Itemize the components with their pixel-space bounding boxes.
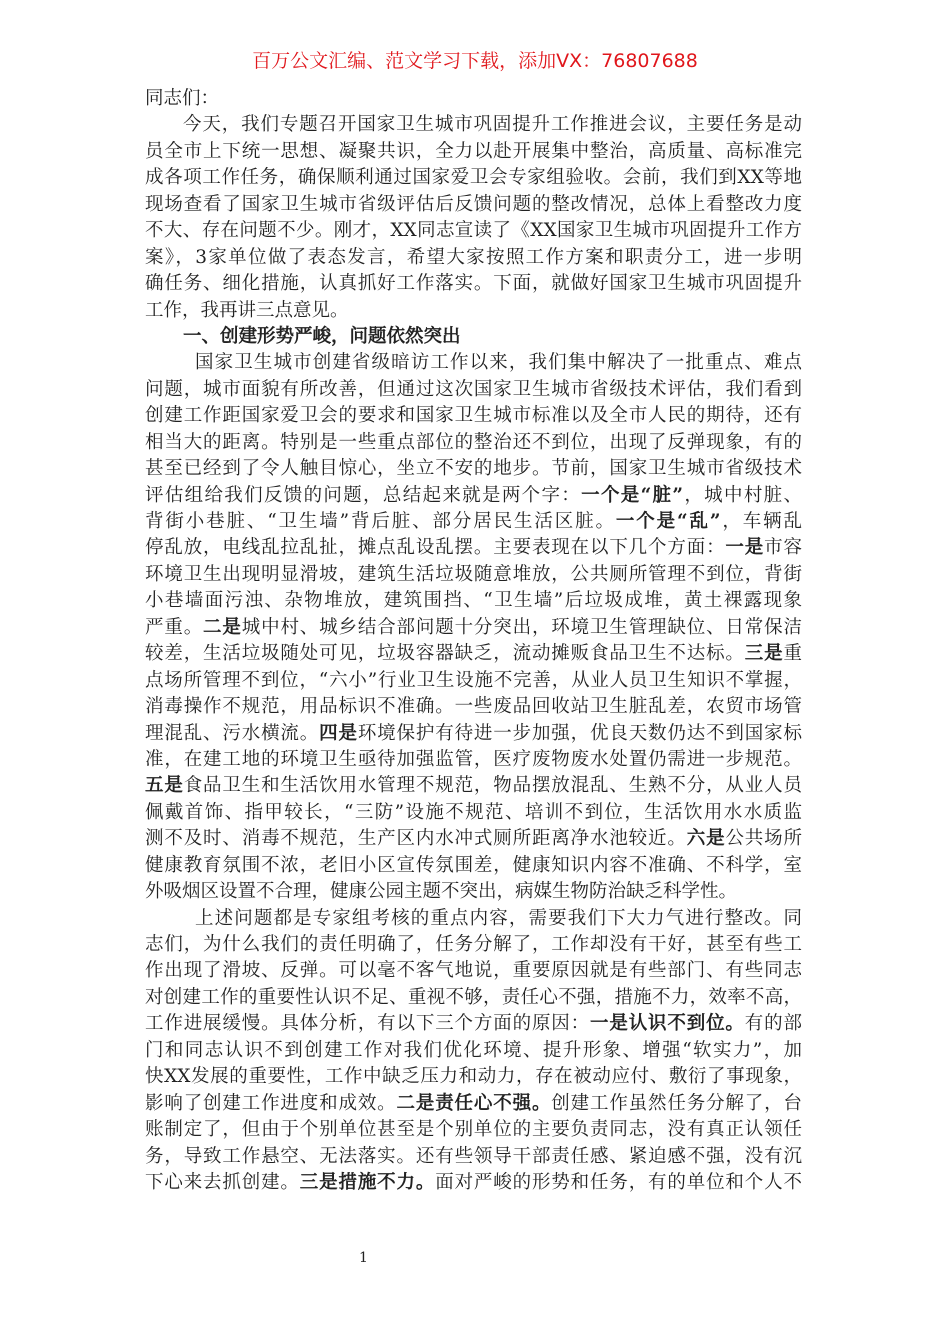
section-heading — [145, 324, 802, 350]
text-line — [145, 403, 802, 429]
text-segment: 测不及时、消毒不规范，生产区内水冲式厕所距离净水池较近。 — [145, 828, 687, 850]
text-segment: 创建工作距国家爱卫会的要求和国家卫生城市标准以及全市人民的期待，还有 — [145, 405, 802, 427]
text-line — [145, 483, 802, 509]
text-line — [145, 430, 802, 456]
text-segment: 外吸烟区设置不合理，健康公园主题不突出，病媒生物防治缺乏科学性。 — [145, 881, 738, 903]
bold-text: 一个是“脏” — [581, 484, 684, 506]
text-segment: 背街小巷脏、“卫生墙”背后脏、部分居民生活区脏。 — [145, 511, 616, 532]
text-line — [145, 694, 802, 720]
text-segment: 一、创建形势严峻，问题依然突出 — [183, 325, 461, 347]
text-segment: 下心来去抓创建。 — [145, 1171, 300, 1193]
text-line — [145, 562, 802, 588]
text-segment: 城中村、城乡结合部问题十分突出，环境卫生管理缺位、日常保洁 — [241, 616, 802, 638]
document-body — [145, 86, 802, 1196]
text-segment: 重 — [783, 643, 802, 665]
text-segment: 健康教育氛围不浓，老旧小区宣传氛围差，健康知识内容不准确、不科学，室 — [145, 854, 802, 876]
text-line — [145, 1144, 802, 1170]
text-segment: 面对严峻的形势和任务，有的单位和个人不 — [435, 1171, 802, 1193]
text-segment: 相当大的距离。特别是一些重点部位的整治还不到位，出现了反弹现象，有的 — [145, 431, 802, 453]
text-segment: 创建工作虽然任务分解了，台 — [551, 1092, 802, 1114]
text-line — [145, 298, 802, 324]
text-segment: 有的部 — [744, 1013, 802, 1035]
bold-text: 一个是“乱” — [615, 511, 721, 532]
text-line — [145, 800, 802, 826]
text-segment: 佩戴首饰、指甲较长，“三防”设施不规范、培训不到位，生活饮用水水质监 — [145, 801, 802, 823]
text-line — [145, 271, 802, 297]
text-segment: 工作，我再讲三点意见。 — [145, 299, 349, 321]
text-line — [145, 1091, 802, 1117]
bold-text: 二是 — [203, 616, 242, 638]
text-line — [145, 86, 802, 112]
bold-text: 一是 — [725, 537, 765, 559]
text-segment: 现场查看了国家卫生城市省级评估后反馈问题的整改情况，总体上看整改力度 — [145, 193, 802, 215]
text-segment: 公共场所 — [725, 828, 802, 850]
page-number: 1 — [359, 1250, 368, 1266]
text-line — [145, 192, 802, 218]
text-line — [145, 721, 802, 747]
text-segment: 务，导致工作悬空、无法落实。还有些领导干部责任感、紧迫感不强，没有沉 — [145, 1145, 802, 1167]
text-segment: 小巷墙面污浊、杂物堆放，建筑围挡、“卫生墙”后垃圾成堆，黄土裸露现象 — [145, 590, 802, 612]
text-segment: 食品卫生和生活饮用水管理不规范，物品摆放混乱、生熟不分，从业人员 — [183, 775, 802, 797]
text-line — [145, 112, 802, 138]
text-segment: 工作进展缓慢。具体分析，有以下三个方面的原因： — [145, 1013, 590, 1035]
text-line — [145, 377, 802, 403]
text-line — [145, 1117, 802, 1143]
text-segment: 快XX发展的重要性，工作中缺乏压力和动力，存在被动应付、敷衍了事现象， — [145, 1066, 802, 1088]
text-segment: 成各项工作任务，确保顺利通过国家爱卫会专家组验收。会前，我们到XX等地 — [145, 167, 802, 189]
text-segment: 账制定了，但由于个别单位甚至是个别单位的主要负责同志，没有真正认领任 — [145, 1119, 802, 1141]
text-segment: 案》，3家单位做了表态发言，希望大家按照工作方案和职责分工，进一步明 — [145, 246, 802, 268]
text-line — [145, 668, 802, 694]
text-segment: 环境卫生出现明显滑坡，建筑生活垃圾随意堆放，公共厕所管理不到位，背街 — [145, 563, 802, 585]
text-segment: ，城中村脏、 — [683, 484, 802, 506]
text-segment: 员全市上下统一思想、凝聚共识，全力以赴开展集中整治，高质量、高标准完 — [145, 140, 802, 162]
text-segment: 严重。 — [145, 616, 204, 638]
bold-text: 三是措施不力。 — [299, 1171, 436, 1193]
text-line — [145, 456, 802, 482]
text-segment: 点场所管理不到位，“六小”行业卫生设施不完善，从业人员卫生知识不掌握， — [145, 669, 802, 691]
text-segment: 理混乱、污水横流。 — [145, 722, 320, 744]
text-segment: 准，在建工地的环境卫生亟待加强监管，医疗废物废水处置仍需进一步规范。 — [145, 748, 802, 770]
text-segment: 同志们： — [145, 88, 220, 109]
text-segment: 评估组给我们反馈的问题，总结起来就是两个字： — [145, 484, 582, 506]
text-segment: 作出现了滑坡、反弹。可以毫不客气地说，重要原因就是有些部门、有些同志 — [145, 960, 802, 982]
text-segment: 确任务、细化措施，认真抓好工作落实。下面，就做好国家卫生城市巩固提升 — [145, 273, 802, 295]
text-segment: 市容 — [764, 537, 802, 559]
text-line — [145, 906, 802, 932]
text-line — [145, 165, 802, 191]
text-segment: 国家卫生城市创建省级暗访工作以来，我们集中解决了一批重点、难点 — [195, 352, 802, 374]
text-segment: 消毒操作不规范，用品标识不准确。一些废品回收站卫生脏乱差，农贸市场管 — [145, 696, 802, 718]
bold-text: 一是认识不到位。 — [590, 1013, 745, 1035]
text-line — [145, 985, 802, 1011]
text-line — [145, 139, 802, 165]
text-segment: 停乱放，电线乱拉乱扯，摊点乱设乱摆。主要表现在以下几个方面： — [145, 537, 726, 559]
text-line — [145, 509, 802, 535]
text-segment: 门和同志认识不到创建工作对我们优化环境、提升形象、增强“软实力”，加 — [145, 1039, 802, 1061]
text-line — [145, 853, 802, 879]
bold-text: 五是 — [145, 775, 184, 797]
text-line — [145, 826, 802, 852]
text-segment: 较差，生活垃圾随处可见，垃圾容器缺乏，流动摊贩食品卫生不达标。 — [145, 643, 745, 665]
text-line — [145, 535, 802, 561]
text-line — [145, 1064, 802, 1090]
text-line — [145, 588, 802, 614]
text-segment: 环境保护有待进一步加强，优良天数仍达不到国家标 — [357, 722, 802, 744]
text-line — [145, 932, 802, 958]
text-line — [145, 958, 802, 984]
text-line — [145, 641, 802, 667]
text-segment: 甚至已经到了令人触目惊心，坐立不安的地步。节前，国家卫生城市省级技术 — [145, 458, 802, 480]
bold-text: 三是 — [744, 643, 784, 665]
text-segment: 今天，我们专题召开国家卫生城市巩固提升工作推进会议，主要任务是动 — [183, 114, 802, 136]
text-line — [145, 879, 802, 905]
bold-text: 六是 — [686, 828, 726, 850]
text-segment: ，车辆乱 — [720, 511, 802, 532]
text-line — [145, 218, 802, 244]
text-line — [145, 1038, 802, 1064]
text-line — [145, 1011, 802, 1037]
text-segment: 对创建工作的重要性认识不足、重视不够，责任心不强，措施不力，效率不高， — [145, 986, 802, 1008]
text-line — [145, 245, 802, 271]
text-segment: 不大、存在问题不少。刚才，XX同志宣读了《XX国家卫生城市巩固提升工作方 — [145, 220, 802, 242]
text-segment: 问题，城市面貌有所改善，但通过这次国家卫生城市省级技术评估，我们看到 — [145, 378, 802, 400]
text-line — [145, 615, 802, 641]
text-line — [145, 350, 802, 376]
text-segment: 上述问题都是专家组考核的重点内容，需要我们下大力气进行整改。同 — [195, 907, 802, 929]
bold-text: 四是 — [319, 722, 358, 744]
bold-text: 二是责任心不强。 — [396, 1092, 552, 1114]
text-line — [145, 1170, 802, 1196]
text-segment: 影响了创建工作进度和成效。 — [145, 1092, 397, 1114]
text-line — [145, 747, 802, 773]
text-segment: 志们，为什么我们的责任明确了，任务分解了，工作却没有干好，甚至有些工 — [145, 934, 802, 955]
watermark-banner: 百万公文汇编、范文学习下载，添加VX：76807688 — [252, 50, 698, 72]
text-line — [145, 773, 802, 799]
